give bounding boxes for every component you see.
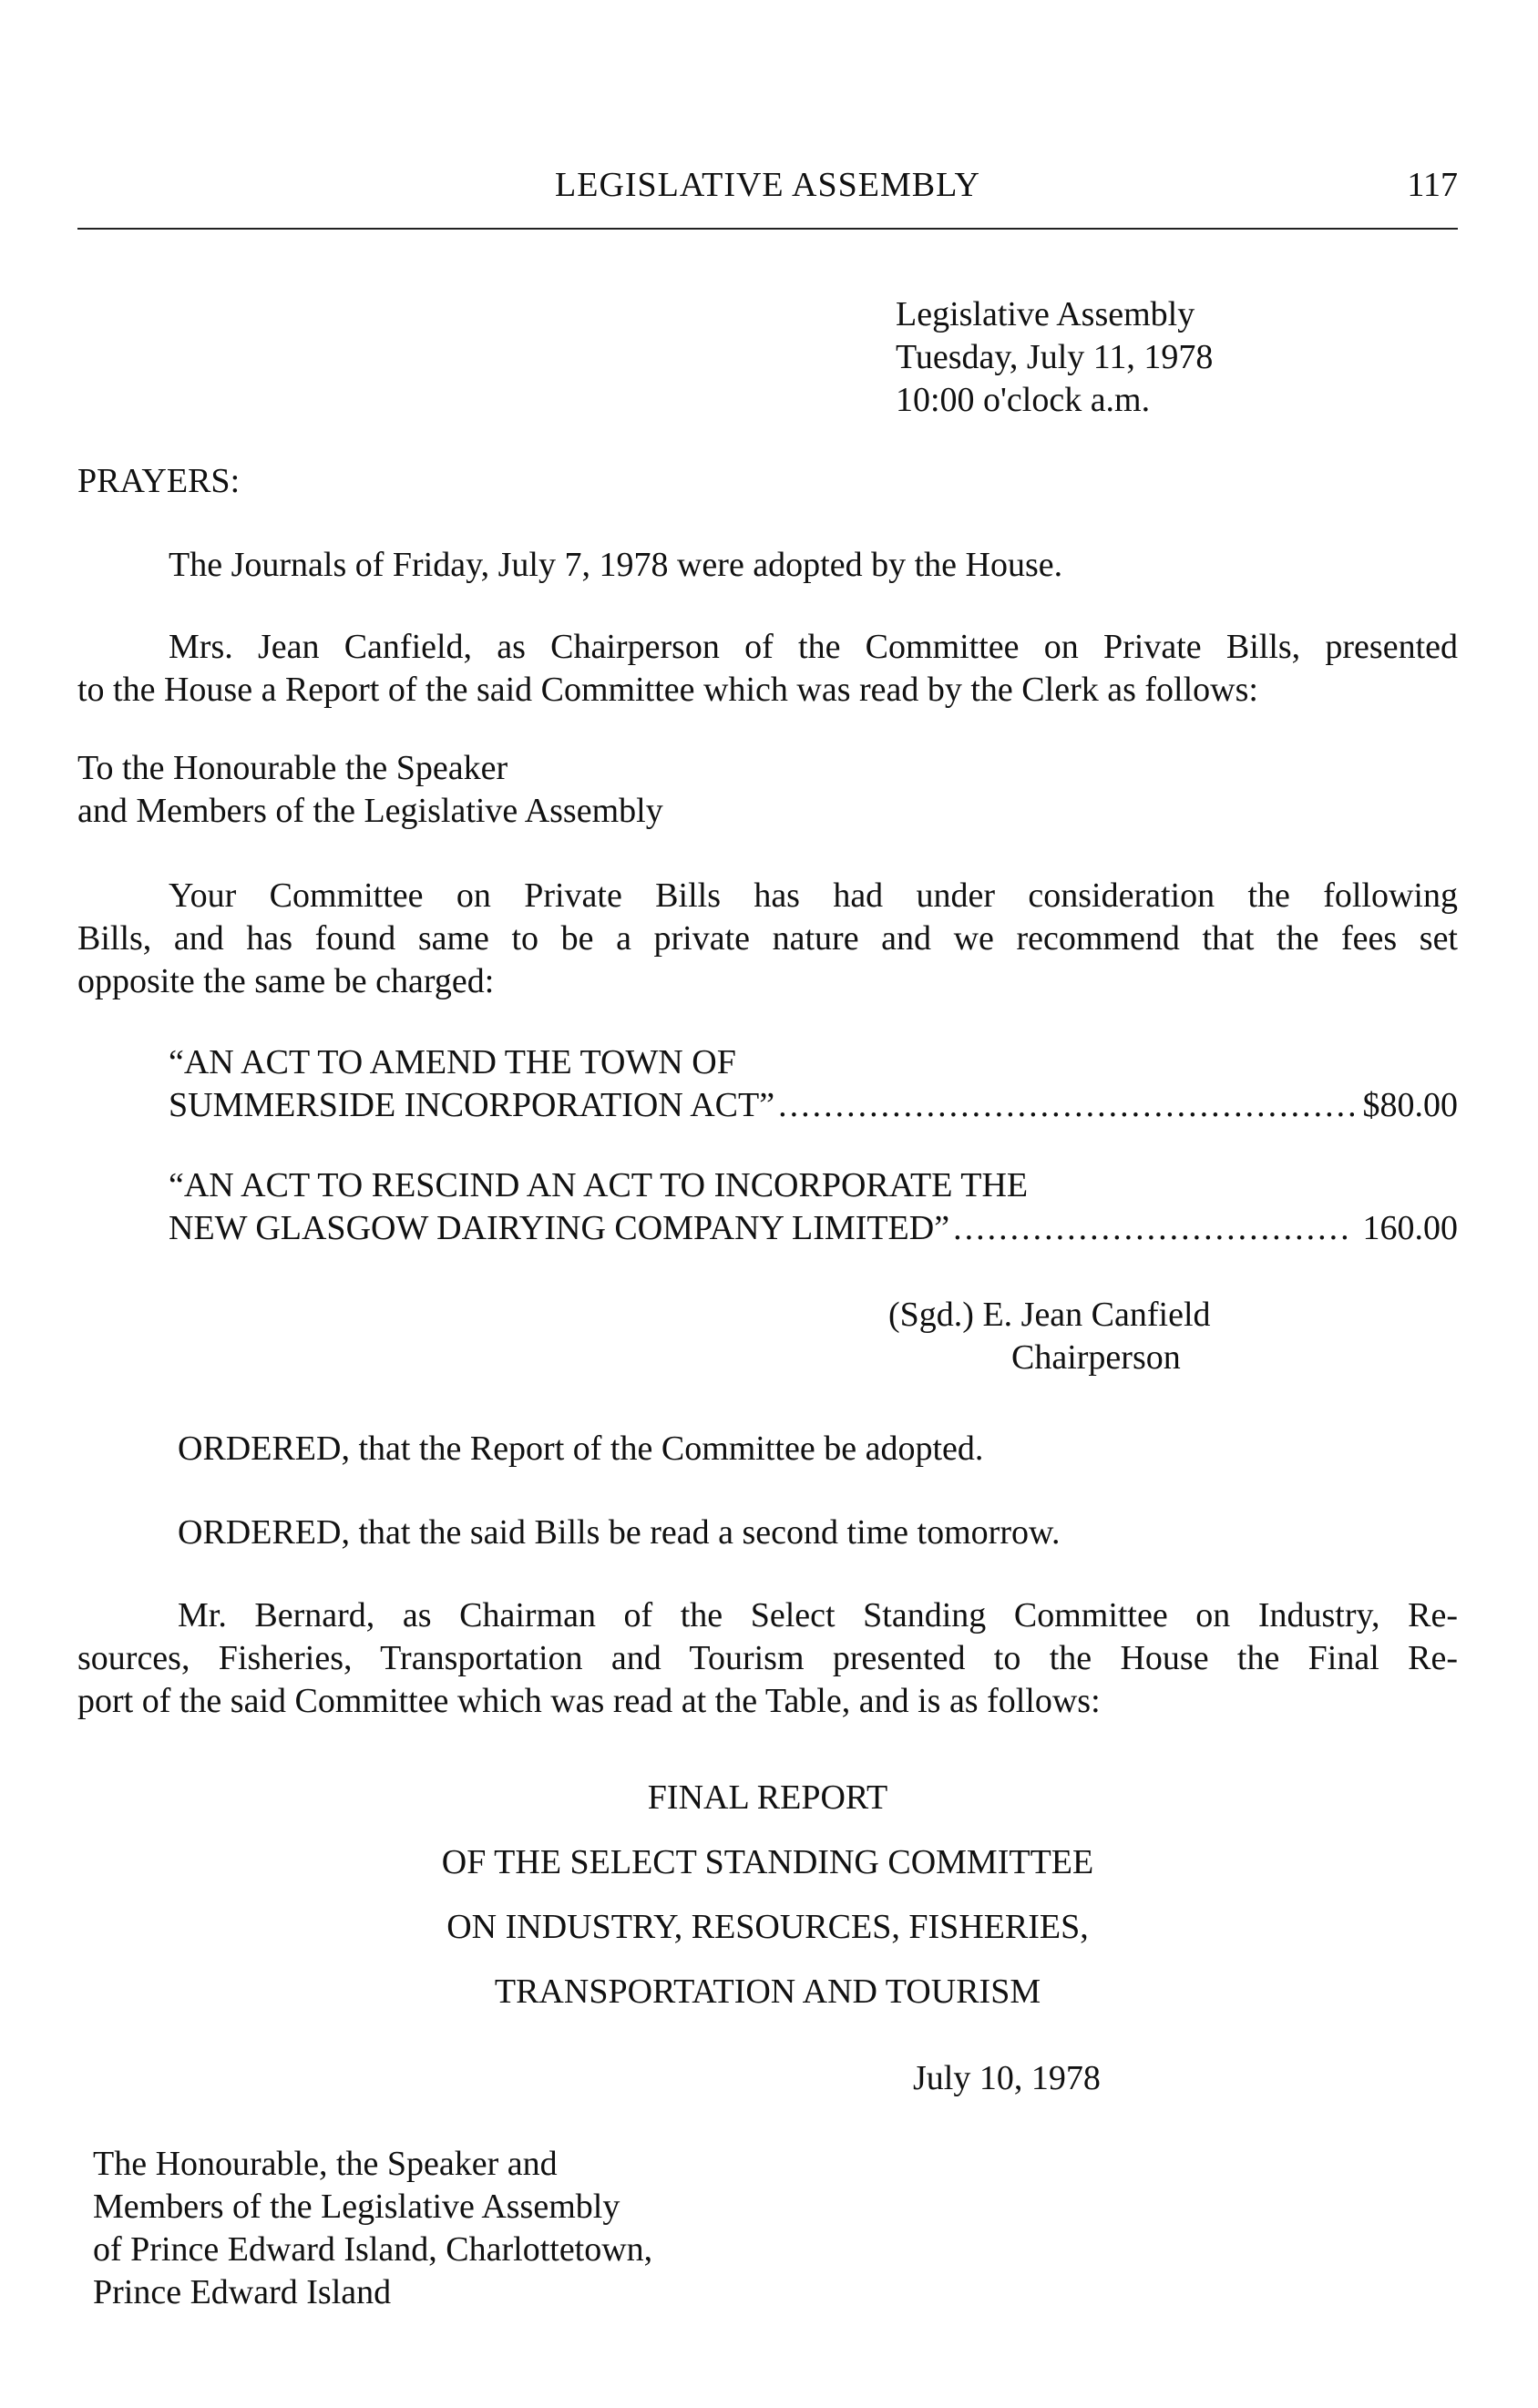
ordered-line-1: ORDERED, that the Report of the Committee be adopted. — [178, 1429, 984, 1468]
bill-1-fee: $80.00 — [1362, 1086, 1458, 1124]
bill-item — [169, 1041, 1458, 1127]
bill-1-title-line-1: “AN ACT TO AMEND THE TOWN OF — [169, 1043, 736, 1081]
address2-line-1: The Honourable, the Speaker and — [93, 2145, 558, 2183]
journals-paragraph — [77, 544, 1458, 587]
running-header — [77, 164, 1458, 210]
journals-line: The Journals of Friday, July 7, 1978 were adopted by the House. — [169, 546, 1063, 584]
prayers-heading: PRAYERS: — [77, 462, 241, 500]
signature-name: (Sgd.) E. Jean Canfield — [888, 1296, 1211, 1334]
committee-line-1: Your Committee on Private Bills has had under consideration the following — [169, 876, 1458, 915]
ordered-second-reading — [77, 1511, 1458, 1554]
ordered-adopted — [77, 1428, 1458, 1470]
final-report-date: July 10, 1978 — [913, 2059, 1101, 2097]
dot-leader — [778, 1084, 1353, 1127]
page-number: 117 — [1407, 166, 1458, 204]
header-rule — [77, 228, 1458, 230]
canfield-paragraph — [77, 626, 1458, 712]
bill-2-fee: 160.00 — [1362, 1209, 1458, 1247]
final-report-heading-2: OF THE SELECT STANDING COMMITTEE — [441, 1843, 1094, 1881]
document-page — [77, 0, 1458, 2408]
address-line-1: To the Honourable the Speaker — [77, 749, 508, 787]
committee-line-2: Bills, and has found same to be a private nature and we recommend that the fees set — [77, 919, 1458, 958]
final-report-heading-4: TRANSPORTATION AND TOURISM — [494, 1973, 1041, 2011]
address2-line-2: Members of the Legislative Assembly — [93, 2188, 620, 2226]
bill-2-title-line-2: NEW GLASGOW DAIRYING COMPANY LIMITED” — [169, 1209, 950, 1247]
address-speaker — [77, 747, 1458, 833]
bernard-line-1: Mr. Bernard, as Chairman of the Select Standing Committee on Industry, Re- — [178, 1596, 1458, 1634]
dateline-assembly: Legislative Assembly — [896, 295, 1195, 333]
bernard-paragraph — [77, 1594, 1458, 1723]
committee-paragraph — [77, 875, 1458, 1003]
committee-line-3: opposite the same be charged: — [77, 962, 495, 1000]
signature-block — [888, 1294, 1211, 1379]
address-line-2: and Members of the Legislative Assembly — [77, 792, 663, 830]
final-report-heading-3: ON INDUSTRY, RESOURCES, FISHERIES, — [446, 1908, 1089, 1946]
dot-leader — [953, 1207, 1353, 1250]
sitting-dateline — [896, 293, 1213, 422]
canfield-line-2: to the House a Report of the said Committee which was read by the Clerk as follows: — [77, 671, 1258, 709]
bernard-line-2: sources, Fisheries, Transportation and Tourism presented to the House the Final Re- — [77, 1639, 1458, 1677]
bill-1-fee-row — [169, 1084, 1458, 1127]
address2-line-4: Prince Edward Island — [93, 2273, 392, 2311]
address-honourable — [93, 2143, 652, 2314]
bill-2-fee-row — [169, 1207, 1458, 1250]
canfield-line-1: Mrs. Jean Canfield, as Chairperson of the Committee on Private Bills, presented — [169, 628, 1458, 666]
bill-1-title-line-2: SUMMERSIDE INCORPORATION ACT” — [169, 1086, 775, 1124]
dateline-time: 10:00 o'clock a.m. — [896, 381, 1151, 419]
address2-line-3: of Prince Edward Island, Charlottetown, — [93, 2230, 653, 2269]
signature-title: Chairperson — [1011, 1338, 1181, 1377]
bill-2-title-line-1: “AN ACT TO RESCIND AN ACT TO INCORPORATE THE — [169, 1166, 1029, 1204]
header-title: LEGISLATIVE ASSEMBLY — [555, 166, 980, 204]
bill-item — [169, 1164, 1458, 1250]
bernard-line-3: port of the said Committee which was read at the Table, and is as follows: — [77, 1682, 1101, 1720]
ordered-line-2: ORDERED, that the said Bills be read a second time tomorrow. — [178, 1513, 1061, 1552]
final-report-heading-1: FINAL REPORT — [647, 1778, 888, 1817]
dateline-date: Tuesday, July 11, 1978 — [896, 338, 1214, 376]
